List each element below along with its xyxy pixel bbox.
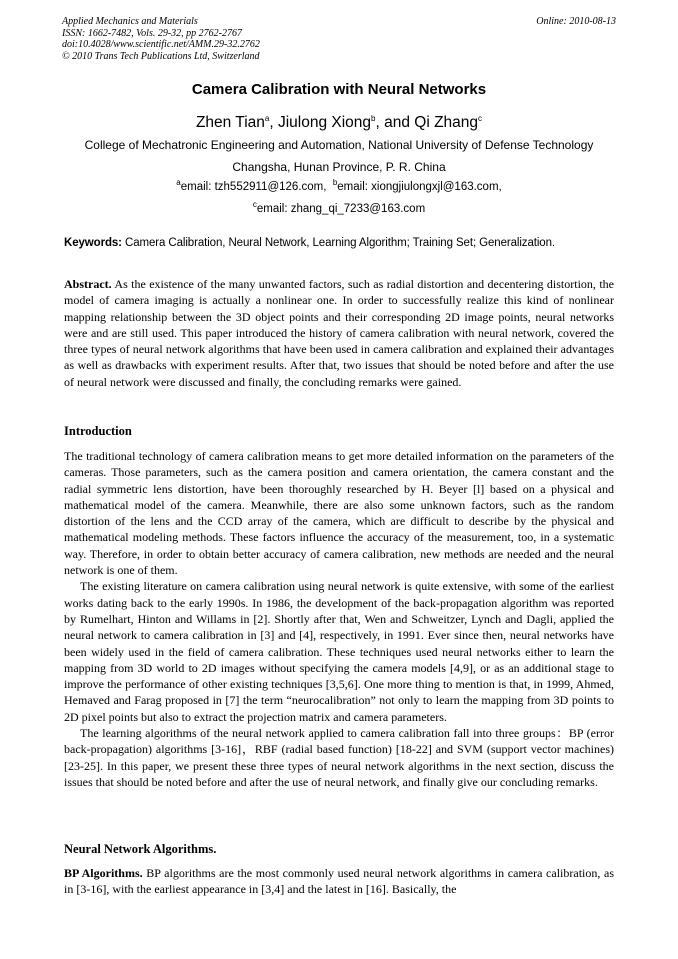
journal-copyright: © 2010 Trans Tech Publications Ltd, Switzerland [62,50,260,62]
email-address: email: tzh552911@126.com, [180,181,327,193]
author-superscript: a [264,113,270,123]
author-list [0,114,678,132]
affiliation-line: College of Mechatronic Engineering and Automation, National University of Defense Technology [84,138,594,152]
abstract [64,276,614,390]
email-address: email: zhang_qi_7233@163.com [256,203,426,215]
author-superscript: b [371,113,376,123]
author-name: , Jiulong Xiong [269,114,372,131]
bp-algorithms-paragraph [64,865,614,898]
section-heading-introduction: Introduction [64,424,132,438]
keywords-label: Keywords: [64,237,122,249]
author-emails [0,200,678,215]
email-address: email: xiongjiulongxjl@163.com, [337,181,502,193]
email-superscript: a [176,178,181,188]
online-date: Online: 2010-08-13 [536,16,616,27]
journal-issn: ISSN: 1662-7482, Vols. 29-32, pp 2762-2767 [62,27,242,39]
author-emails [0,178,678,193]
journal-name: Applied Mechanics and Materials [62,16,198,27]
paper-title: Camera Calibration with Neural Networks [191,81,487,98]
journal-doi: doi:10.4028/www.scientific.net/AMM.29-32.2762 [62,39,260,50]
introduction-body [64,448,614,790]
keywords-text: Camera Calibration, Neural Network, Learning Algorithm; Training Set; Generalization. [121,237,555,249]
keywords [64,237,616,249]
paragraph: The existing literature on camera calibration using neural network is quite extensive, with some of the earliest works dating back to the early 1990s. In 1986, the development of the back-propagation algorithm was reported by Rumelhart, Hinton and Willams in [2]. Shortly after that, Wen and Schweitzer, Lynch and Dagli, applied the neural network to camera calibration in [3] and [4], respectively, in 1991. Ever since then, neural networks have been widely used in the field of camera calibration. These techniques used neural networks either to learn the mapping from 3D world to 2D images without specifying the camera models [4,9], or as an additional stage to improve the performance of other existing techniques [3,5,6]. One more thing to mention is that, in 1999, Ahmed, Hemaved and Farag proposed in [7] the term “neurocalibration” not only to learn the mapping from 3D points to 2D pixel points but also to extract the projection matrix and camera parameters. [64,579,614,724]
section-heading-neural-network-algorithms: Neural Network Algorithms. [64,842,217,856]
abstract-label: Abstract. [64,277,112,291]
affiliation-location: Changsha, Hunan Province, P. R. China [232,160,446,174]
bp-label: BP Algorithms. [64,866,143,880]
bp-text: BP algorithms are the most commonly used neural network algorithms in camera calibration, as in [3-16], with the earliest appearance in [3,4] and the latest in [16]. Basically, the [64,866,614,897]
paragraph: The traditional technology of camera calibration means to get more detailed information on the parameters of the cameras. Those parameters, such as the camera position and camera orientation, the camera constant and the radial symmetric lens distortion, have been thoroughly researched by H. Beyer [l] based on a physical and mathematical model of the camera. Meanwhile, there are also some unknown factors, such as the random distortion of the lens and the CCD array of the camera, which are difficult to describe by the physical and mathematical modeling methods. These factors influence the accuracy of the measurement, too, in a systematic way. Therefore, in order to obtain better accuracy of camera calibration, new methods are needed and the neural network is one of them. [64,449,614,578]
author-superscript: c [478,113,483,123]
author-name: Zhen Tian [195,114,265,131]
abstract-text: As the existence of the many unwanted factors, such as radial distortion and decentering distortion, the model of camera imaging is actually a nonlinear one. In order to successfully realize this kind of nonlinear mapping relationship between the 3D object points and their corresponding 2D image points, neural networks were and are still used. This paper introduced the history of camera calibration with neural network, covered the three types of neural network algorithms that have been used in camera calibration and explained their advantages as well as drawbacks with experiment results. After that, two issues that should be noted before and after the use of neural network were discussed and finally, the concluding remarks were gained. [64,277,614,389]
email-superscript: c [252,200,257,210]
author-name: , and Qi Zhang [375,114,479,131]
email-superscript: b [332,178,338,188]
paragraph: The learning algorithms of the neural network applied to camera calibration fall into three groups：BP (error back-propagation) algorithms [3-16]，RBF (radial based function) [18-22] and SVM (support vector machines) [23-25]. In this paper, we present these three types of neural network algorithms in the next section, discuss the issues that should be noted before and after the use of neural network, and finally give our concluding remarks. [64,726,614,789]
journal-header [62,16,616,62]
